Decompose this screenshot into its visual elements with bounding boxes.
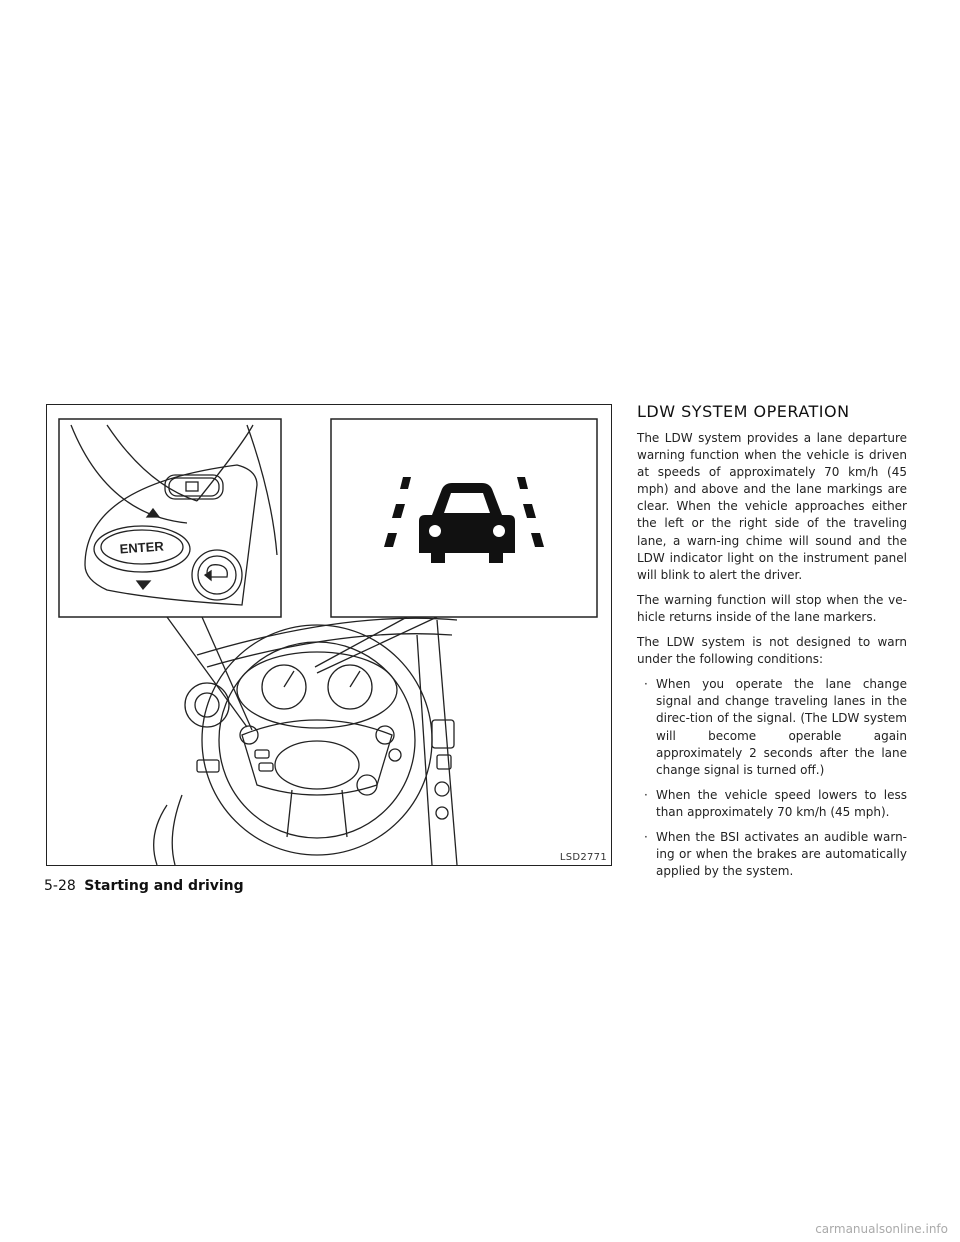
list-item-text: When the vehicle speed lowers to less than approximately 70 km/h (45 mph). [656,787,907,819]
steering-wheel-diagram [47,405,611,865]
list-item [637,676,907,779]
paragraph: The LDW system is not designed to warn under the following conditions: [637,635,907,667]
list-item [637,829,907,880]
dashboard-illustration [46,404,612,866]
section-body [637,430,907,888]
page-number: 5-28 [44,878,76,894]
paragraph: The warning function will stop when the ve-hicle returns inside of the lane markers. [637,592,907,624]
condition-list [637,676,907,880]
chapter-title: Starting and driving [84,878,244,894]
list-item-text: When you operate the lane change signal and change traveling lanes in the direc-tion of the signal. (The LDW system will become operable again approximately 2 seconds after the lane change signal is turned off.) [656,677,907,777]
list-item [637,787,907,821]
bullet-icon: · [644,677,648,692]
page-footer [44,878,244,894]
enter-button-label: ENTER [119,538,165,557]
section-title: LDW SYSTEM OPERATION [637,402,850,421]
list-item-text: When the BSI activates an audible warn-ing or when the brakes are automatically applied by the system. [656,829,907,879]
bullet-icon: · [644,829,648,844]
figure-code: LSD2771 [559,852,607,863]
bullet-icon: · [644,787,648,802]
paragraph: The LDW system provides a lane departure warning function when the vehicle is driven at speeds of approximately 70 km/h (45 mph) and above and the lane markings are clear. When the vehicle approaches either the left or the right side of the traveling lane, a warn-ing chime will sound and the LDW indicator light on the instrument panel will blink to alert the driver. [637,431,907,582]
watermark: carmanualsonline.info [815,1222,948,1236]
